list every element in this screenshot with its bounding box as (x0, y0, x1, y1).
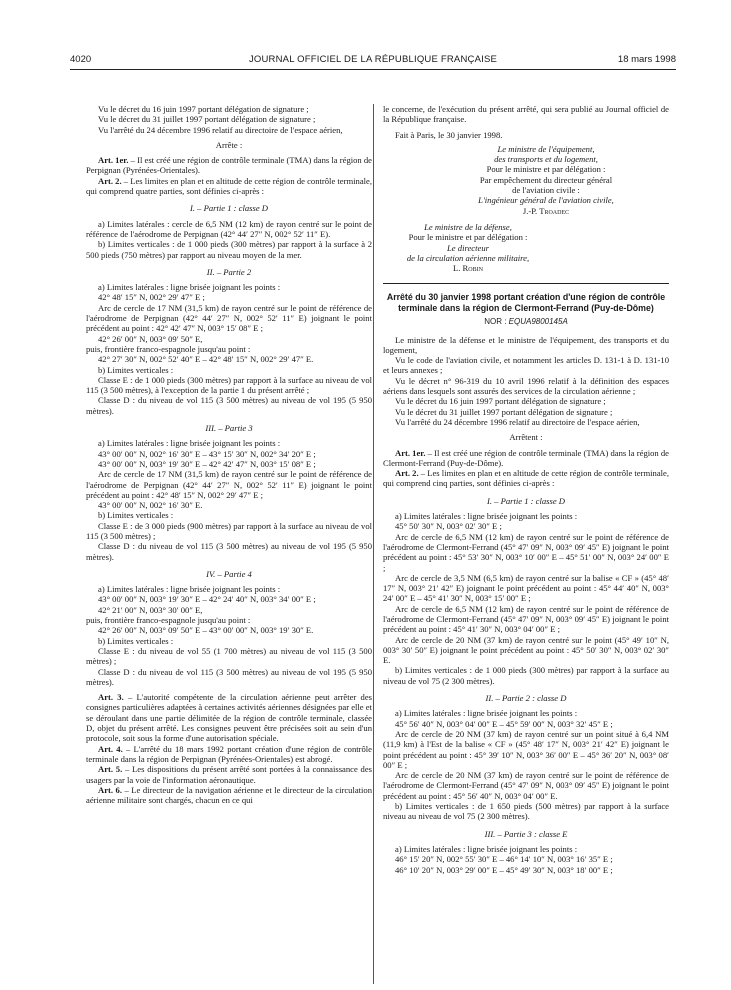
coordinate-line: 42° 21′ 00″ N, 003° 30′ 00″ E, (98, 604, 203, 615)
signatory-name: J.-P. Troadec (522, 205, 570, 216)
coordinate-line: 45° 50′ 30″ N, 003° 02′ 30″ E ; (395, 521, 502, 532)
section-title: III. – Partie 3 : classe E (484, 828, 568, 839)
paragraph: b) Limites verticales : (98, 635, 174, 646)
paragraph: b) Limites verticales : (98, 364, 174, 375)
article-text: – Le directeur de la navigation aérienne et le directeur de la circulation aérienne militaire sont chargés, chacun en ce qui (86, 784, 373, 806)
signatory-title: Le ministre de l'équipement, (497, 143, 595, 154)
nor-reference (383, 317, 669, 327)
article-1 (86, 155, 372, 176)
signature-date: Fait à Paris, le 30 janvier 1998. (395, 129, 503, 140)
page-number: 4020 (70, 54, 92, 65)
paragraph: puis, frontière franco-espagnole jusqu'au point : (86, 615, 251, 626)
article-label: Art. 2. (98, 175, 122, 186)
coordinate-line: 43° 00′ 00″ N, 003° 19′ 30″ E – 42° 42′ 47″ N, 003° 15′ 08″ E ; (98, 458, 316, 469)
paragraph: Arc de cercle de 20 NM (37 km) de rayon centré sur le point (45° 49′ 10″ N, 003° 30′ 50″ E) joignant le point précédent au point : 45° 50′ 30″ N, 003° 02′ 30″ E. (383, 634, 669, 666)
coordinate-line: 42° 26′ 00″ N, 003° 09′ 50″ E, (98, 333, 203, 344)
arrete-heading: Arrête : (215, 139, 243, 150)
right-column (383, 104, 669, 875)
coordinate-line: 42° 26′ 00″ N, 003° 09′ 50″ E – 43° 00′ 00″ N, 003° 19′ 30″ E. (98, 625, 314, 636)
paragraph: a) Limites latérales : ligne brisée joignant les points : (395, 511, 578, 522)
page-header (70, 54, 676, 68)
paragraph: b) Limites verticales : de 1 650 pieds (500 mètres) par rapport à la surface niveau au niveau de vol 75 (2 300 mètres). (383, 801, 669, 822)
paragraph: Classe D : du niveau de vol 115 (3 500 mètres) au niveau de vol 195 (5 950 mètres). (86, 395, 372, 416)
signatory-delegation: Par empêchement du directeur général (479, 174, 613, 185)
article-label: Art. 1er. (395, 447, 426, 458)
paragraph: a) Limites latérales : ligne brisée joignant les points : (98, 282, 281, 293)
signatory-title: de la circulation aérienne militaire, (406, 252, 530, 263)
signatory-delegation: Pour le ministre et par délégation : (408, 232, 528, 243)
column-divider (373, 104, 374, 984)
paragraph: a) Limites latérales : ligne brisée joignant les points : (98, 584, 281, 595)
article-3 (86, 692, 372, 743)
section-title: III. – Partie 3 (205, 423, 253, 434)
article-text: – Les limites en plan et en altitude de cette région de contrôle terminale, qui comprend cinq parties, sont définies ci-après : (383, 468, 670, 489)
signatory-name: L. Robin (453, 263, 483, 274)
coordinate-line: 43° 00′ 00″ N, 002° 16′ 30″ E. (98, 500, 203, 511)
paragraph: Vu le décret du 31 juillet 1997 portant délégation de signature ; (98, 114, 316, 125)
coordinate-line: 45° 56′ 40″ N, 003° 04′ 00″ E – 45° 59′ 00″ N, 003° 32′ 45″ E ; (395, 718, 613, 729)
signatory-delegation: Pour le ministre et par délégation : (486, 164, 606, 175)
paragraph: Classe E : de 3 000 pieds (900 mètres) par rapport à la surface au niveau de vol 115 (3 500 mètres) ; (86, 520, 372, 541)
signatory-title: Le directeur (447, 242, 489, 253)
paragraph: a) Limites latérales : ligne brisée joignant les points : (395, 843, 578, 854)
signatory-title: des transports et du logement, (494, 154, 598, 165)
paragraph: Vu le décret du 16 juin 1997 portant délégation de signature ; (395, 396, 606, 407)
paragraph: Arc de cercle de 20 NM (37 km) de rayon centré sur un point situé à 6,4 NM (11,9 km) à l'Est de la balise « CF » (45° 48′ 17″ N, 003° 21′ 42″ E) joignant le point précédent au point : 45° 39′ 10″ N, 003° 36′ 00″ E – 45° 36′ 20″ N, 003° 08′ 00″ E ; (383, 728, 669, 770)
article-label: Art. 1er. (98, 155, 129, 166)
header-rule (70, 69, 676, 70)
coordinate-line: 46° 15′ 20″ N, 002° 55′ 30″ E – 46° 14′ 10″ N, 003° 16′ 35″ E ; (395, 854, 613, 865)
paragraph: puis, frontière franco-espagnole jusqu'au point : (86, 343, 251, 354)
coordinate-line: 43° 00′ 00″ N, 002° 16′ 30″ E – 43° 15′ 30″ N, 002° 34′ 20″ E ; (98, 448, 316, 459)
paragraph: b) Limites verticales : de 1 000 pieds (300 mètres) par rapport à la surface à 2 500 pieds (750 mètres) par rapport au niveau moyen de la mer. (86, 239, 372, 260)
article-4 (86, 744, 372, 765)
signatory-delegation: de l'aviation civile : (512, 185, 580, 196)
article-label: Art. 5. (98, 764, 123, 775)
paragraph: Classe D : du niveau de vol 115 (3 500 mètres) au niveau de vol 195 (5 950 mètres). (86, 541, 372, 562)
article-label: Art. 6. (98, 784, 122, 795)
paragraph: a) Limites latérales : ligne brisée joignant les points : (395, 708, 578, 719)
paragraph: Classe D : du niveau de vol 115 (3 500 mètres) au niveau de vol 195 (5 950 mètres). (86, 666, 372, 687)
signature-block-equipement (383, 144, 669, 216)
article-5 (86, 764, 372, 785)
paragraph: Vu le décret du 16 juin 1997 portant délégation de signature ; (98, 104, 309, 114)
signature-block-defense (383, 222, 553, 273)
section-title: II. – Partie 2 : classe D (485, 693, 567, 704)
paragraph: Le ministre de la défense et le ministre de l'équipement, des transports et du logement, (383, 334, 669, 355)
coordinate-line: 42° 27′ 30″ N, 002° 52′ 40″ E – 42° 48′ 15″ N, 002° 29′ 47″ E. (98, 354, 314, 365)
paragraph: Classe E : du niveau de vol 55 (1 700 mètres) au niveau de vol 115 (3 500 mètres) ; (86, 645, 372, 667)
article-1 (383, 448, 669, 469)
paragraph: Classe E : de 1 000 pieds (300 mètres) par rapport à la surface au niveau de vol 115 (3 500 mètres), à l'exception de la partie 1 du présent arrêté ; (86, 374, 372, 396)
decree-title: Arrêté du 30 janvier 1998 portant création d'une région de contrôle terminale dans la région de Clermont-Ferrand (Puy-de-Dôme) (383, 283, 669, 313)
paragraph: Vu l'arrêté du 24 décembre 1996 relatif au directoire de l'espace aérien, (395, 416, 640, 427)
paragraph: Arc de cercle de 6,5 NM (12 km) de rayon centré sur le point de référence de l'aérodrome de Clermont-Ferrand (45° 47′ 09″ N, 003° 09′ 45″ E) joignant le point précédent au point : 45° 41′ 30″ N, 003° 04′ 00″ E ; (383, 603, 669, 635)
paragraph: Arc de cercle de 3,5 NM (6,5 km) de rayon centré sur la balise « CF » (45° 48′ 17″ N, 003° 21′ 42″ E) joignant le point précédent au point : 45° 44′ 40″ N, 003° 24′ 00″ E – 45° 41′ 30″ N, 003° 15′ 00″ E ; (383, 572, 669, 604)
paragraph: a) Limites latérales : ligne brisée joignant les points : (98, 438, 281, 449)
section-title: I. – Partie 1 : classe D (189, 203, 269, 214)
section-title: I. – Partie 1 : classe D (486, 495, 566, 506)
paragraph: b) Limites verticales : de 1 000 pieds (300 mètres) par rapport à la surface au niveau de vol 75 (2 300 mètres). (383, 665, 669, 686)
article-text: – Les limites en plan et en altitude de cette région de contrôle terminale, qui comprend quatre parties, sont définies ci-après : (86, 175, 373, 197)
journal-title: JOURNAL OFFICIEL DE LA RÉPUBLIQUE FRANÇAISE (248, 54, 498, 65)
article-text: – Il est créé une région de contrôle terminale (TMA) dans la région de Clermont-Ferrand (Puy-de-Dôme). (383, 447, 669, 468)
article-label: Art. 4. (98, 743, 123, 754)
signatory-title: L'ingénieur général de l'aviation civile, (478, 195, 614, 206)
arrete-heading: Arrêtent : (509, 432, 543, 443)
paragraph: Vu le décret n° 96-319 du 10 avril 1996 relatif à la définition des espaces aériens dans lesquels sont assurés des services de la circulation aérienne ; (383, 375, 669, 397)
article-2 (383, 468, 669, 489)
nor-label: NOR : (484, 317, 509, 327)
signatory-title: Le ministre de la défense, (424, 221, 512, 232)
issue-date: 18 mars 1998 (617, 54, 676, 65)
article-6 (86, 785, 372, 806)
coordinate-line: 42° 48′ 15″ N, 002° 29′ 47″ E ; (98, 292, 205, 303)
paragraph: Arc de cercle de 6,5 NM (12 km) de rayon centré sur le point de référence de l'aérodrome de Clermont-Ferrand (45° 47′ 09″ N, 003° 09′ 45″ E) joignant le point précédent au point : 45° 53′ 30″ N, 003° 10′ 00″ E – 45° 51′ 00″ N, 003° 24′ 00″ E ; (383, 531, 669, 573)
article-text: – Il est créé une région de contrôle terminale (TMA) dans la région de Perpignan (Pyrénées-Orientales). (86, 155, 372, 176)
nor-code: EQUA9800145A (508, 317, 568, 327)
paragraph: Vu le code de l'aviation civile, et notamment les articles D. 131-1 à D. 131-10 et leurs annexes ; (383, 355, 669, 376)
coordinate-line: 46° 10′ 20″ N, 003° 29′ 00″ E – 45° 49′ 30″ N, 003° 18′ 00″ E ; (395, 864, 613, 875)
article-text: – L'arrêté du 18 mars 1992 portant création d'une région de contrôle terminale dans la région de Perpignan (Pyrénées-Orientales) est abrogé. (86, 743, 372, 764)
paragraph: Arc de cercle de 20 NM (37 km) de rayon centré sur le point de référence de l'aérodrome de Clermont-Ferrand (45° 47′ 09″ N, 003° 09′ 45″ E) joignant le point précédent au point : 45° 56′ 40″ N, 003° 04′ 00″ E. (383, 770, 669, 801)
left-column (86, 104, 372, 805)
section-title: II. – Partie 2 (206, 266, 252, 277)
paragraph: b) Limites verticales : (98, 510, 174, 521)
paragraph: Arc de cercle de 17 NM (31,5 km) de rayon centré sur le point de référence de l'aérodrome de Perpignan (42° 44′ 27″ N, 002° 52′ 11″ E) joignant le point précédent au point : 42° 42′ 47″ N, 003° 15′ 08″ E ; (86, 302, 372, 334)
paragraph: Vu l'arrêté du 24 décembre 1996 relatif au directoire de l'espace aérien, (98, 124, 343, 135)
article-2 (86, 176, 372, 197)
paragraph: Vu le décret du 31 juillet 1997 portant délégation de signature ; (395, 406, 613, 417)
article-label: Art. 3. (98, 692, 124, 703)
article-text: – Les dispositions du présent arrêté sont portées à la connaissance des usagers par la voie de l'information aéronautique. (86, 764, 372, 785)
paragraph: Arc de cercle de 17 NM (31,5 km) de rayon centré sur le point de référence de l'aérodrome de Perpignan (42° 44′ 27″ N, 002° 52′ 11″ E) joignant le point précédent au point : 42° 48′ 15″ N, 002° 29′ 47″ E ; (86, 469, 372, 500)
paragraph: le concerne, de l'exécution du présent arrêté, qui sera publié au Journal officiel de la République française. (383, 104, 669, 125)
paragraph: a) Limites latérales : cercle de 6,5 NM (12 km) de rayon centré sur le point de référence de l'aérodrome de Perpignan (42° 44′ 27″ N, 002° 52′ 11″ E). (86, 218, 372, 239)
section-title: IV. – Partie 4 (206, 568, 252, 579)
article-text: – L'autorité compétente de la circulation aérienne peut arrêter des consignes particulières adaptées à certaines activités aériennes désignées par elle et se déroulant dans une partie délimitée de la région de contrôle terminale, classée D, objet du présent arrêté. Les consignes peuvent être précisées soit au sein d'un protocole, soit sous la forme d'une autorisation spéciale. (86, 692, 373, 744)
article-label: Art. 2. (395, 468, 419, 479)
coordinate-line: 43° 00′ 00″ N, 003° 19′ 30″ E – 42° 24′ 40″ N, 003° 34′ 00″ E ; (98, 594, 316, 605)
